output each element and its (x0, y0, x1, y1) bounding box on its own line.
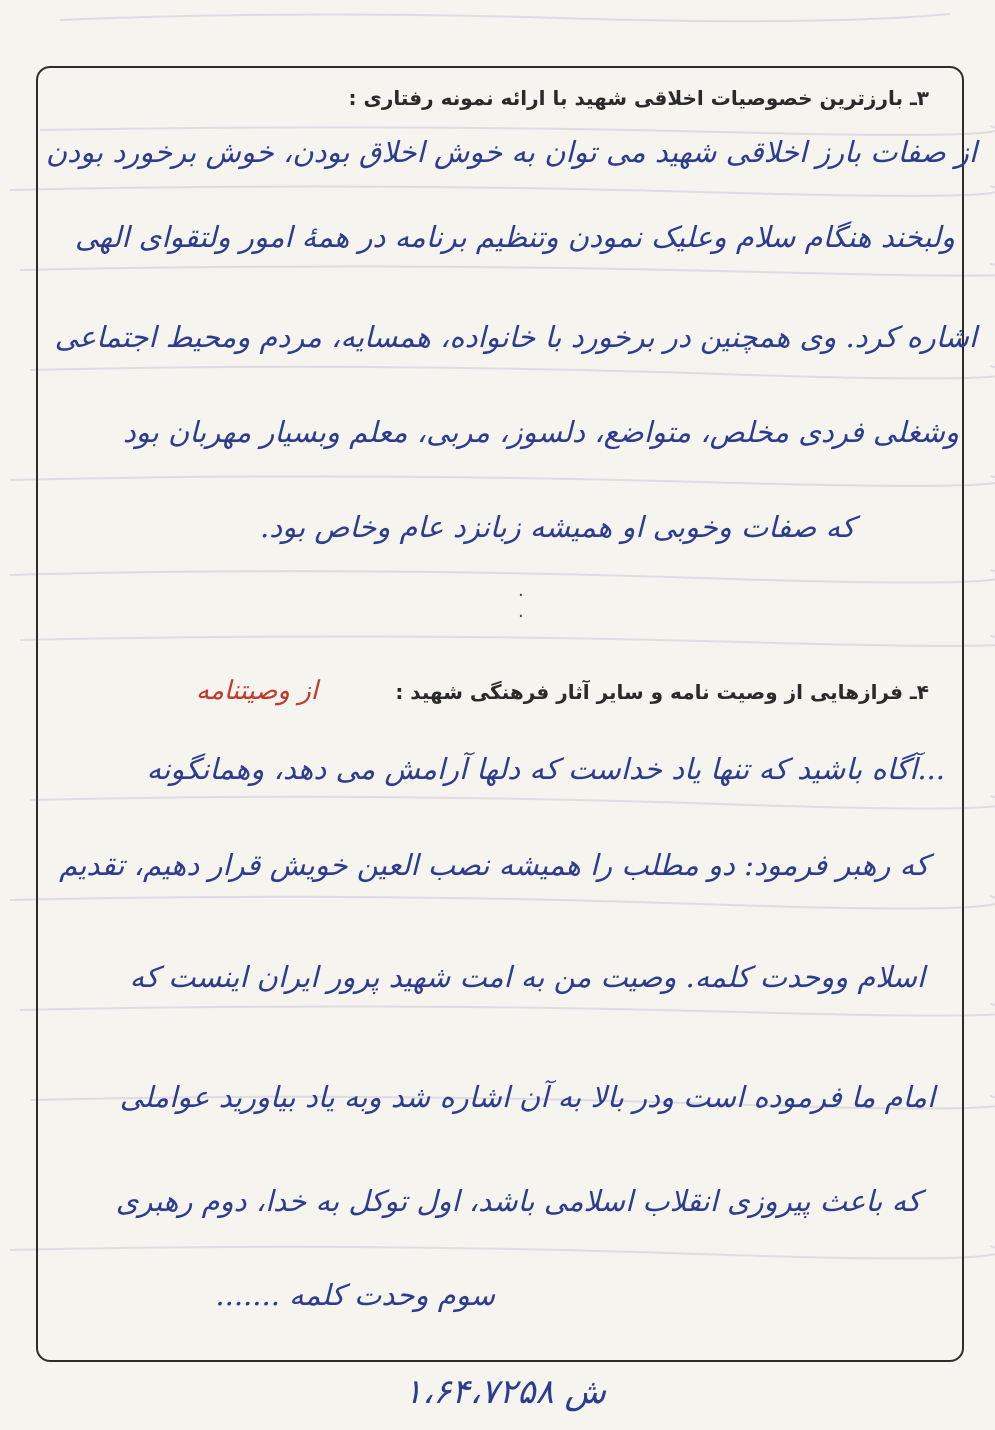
section3-line-3: اشاره کرد. وی همچنین در برخورد با خانواده، همسایه، مردم ومحیط اجتماعی (54, 320, 977, 354)
section4-line-6: سوم وحدت کلمه ....... (215, 1278, 495, 1312)
form-frame (36, 66, 964, 1362)
separator-dots: · · (518, 585, 524, 627)
section3-line-2: ولبخند هنگام سلام وعلیک نمودن وتنظیم برنامه در همهٔ امور ولتقوای الهی (75, 220, 955, 254)
section4-line-3: اسلام ووحدت کلمه. وصیت من به امت شهید پرور ایران اینست که (129, 960, 925, 994)
archive-number: ۱،۶۴،۷۲۵۸ ش (403, 1372, 607, 1412)
section3-line-4: وشغلی فردی مخلص، متواضع، دلسوز، مربی، معلم وبسیار مهربان بود (122, 415, 959, 449)
section4-line-1: ...آگاه باشید که تنها یاد خداست که دلها آرامش می دهد، وهمانگونه (146, 752, 945, 786)
section3-line-1: از صفات بارز اخلاقی شهید می توان به خوش اخلاق بودن، خوش برخورد بودن (45, 135, 977, 169)
section3-line-5: که صفات وخوبی او همیشه زبانزد عام وخاص بود. (260, 510, 855, 544)
section4-line-2: که رهبر فرمود: دو مطلب را همیشه نصب العین خویش قرار دهیم، تقدیم (59, 848, 929, 882)
section4-red-note: از وصیتنامه (196, 676, 319, 706)
section4-heading: ۴ـ فرازهایی از وصیت نامه و سایر آثار فرهنگی شهید : (395, 680, 929, 704)
section4-line-4: امام ما فرموده است ودر بالا به آن اشاره شد وبه یاد بیاورید عواملی (119, 1080, 935, 1114)
section3-heading: ۳ـ بارزترین خصوصیات اخلاقی شهید با ارائه نمونه رفتاری : (348, 86, 929, 110)
section4-line-5: که باعث پیروزی انقلاب اسلامی باشد، اول توکل به خدا، دوم رهبری (115, 1184, 921, 1218)
